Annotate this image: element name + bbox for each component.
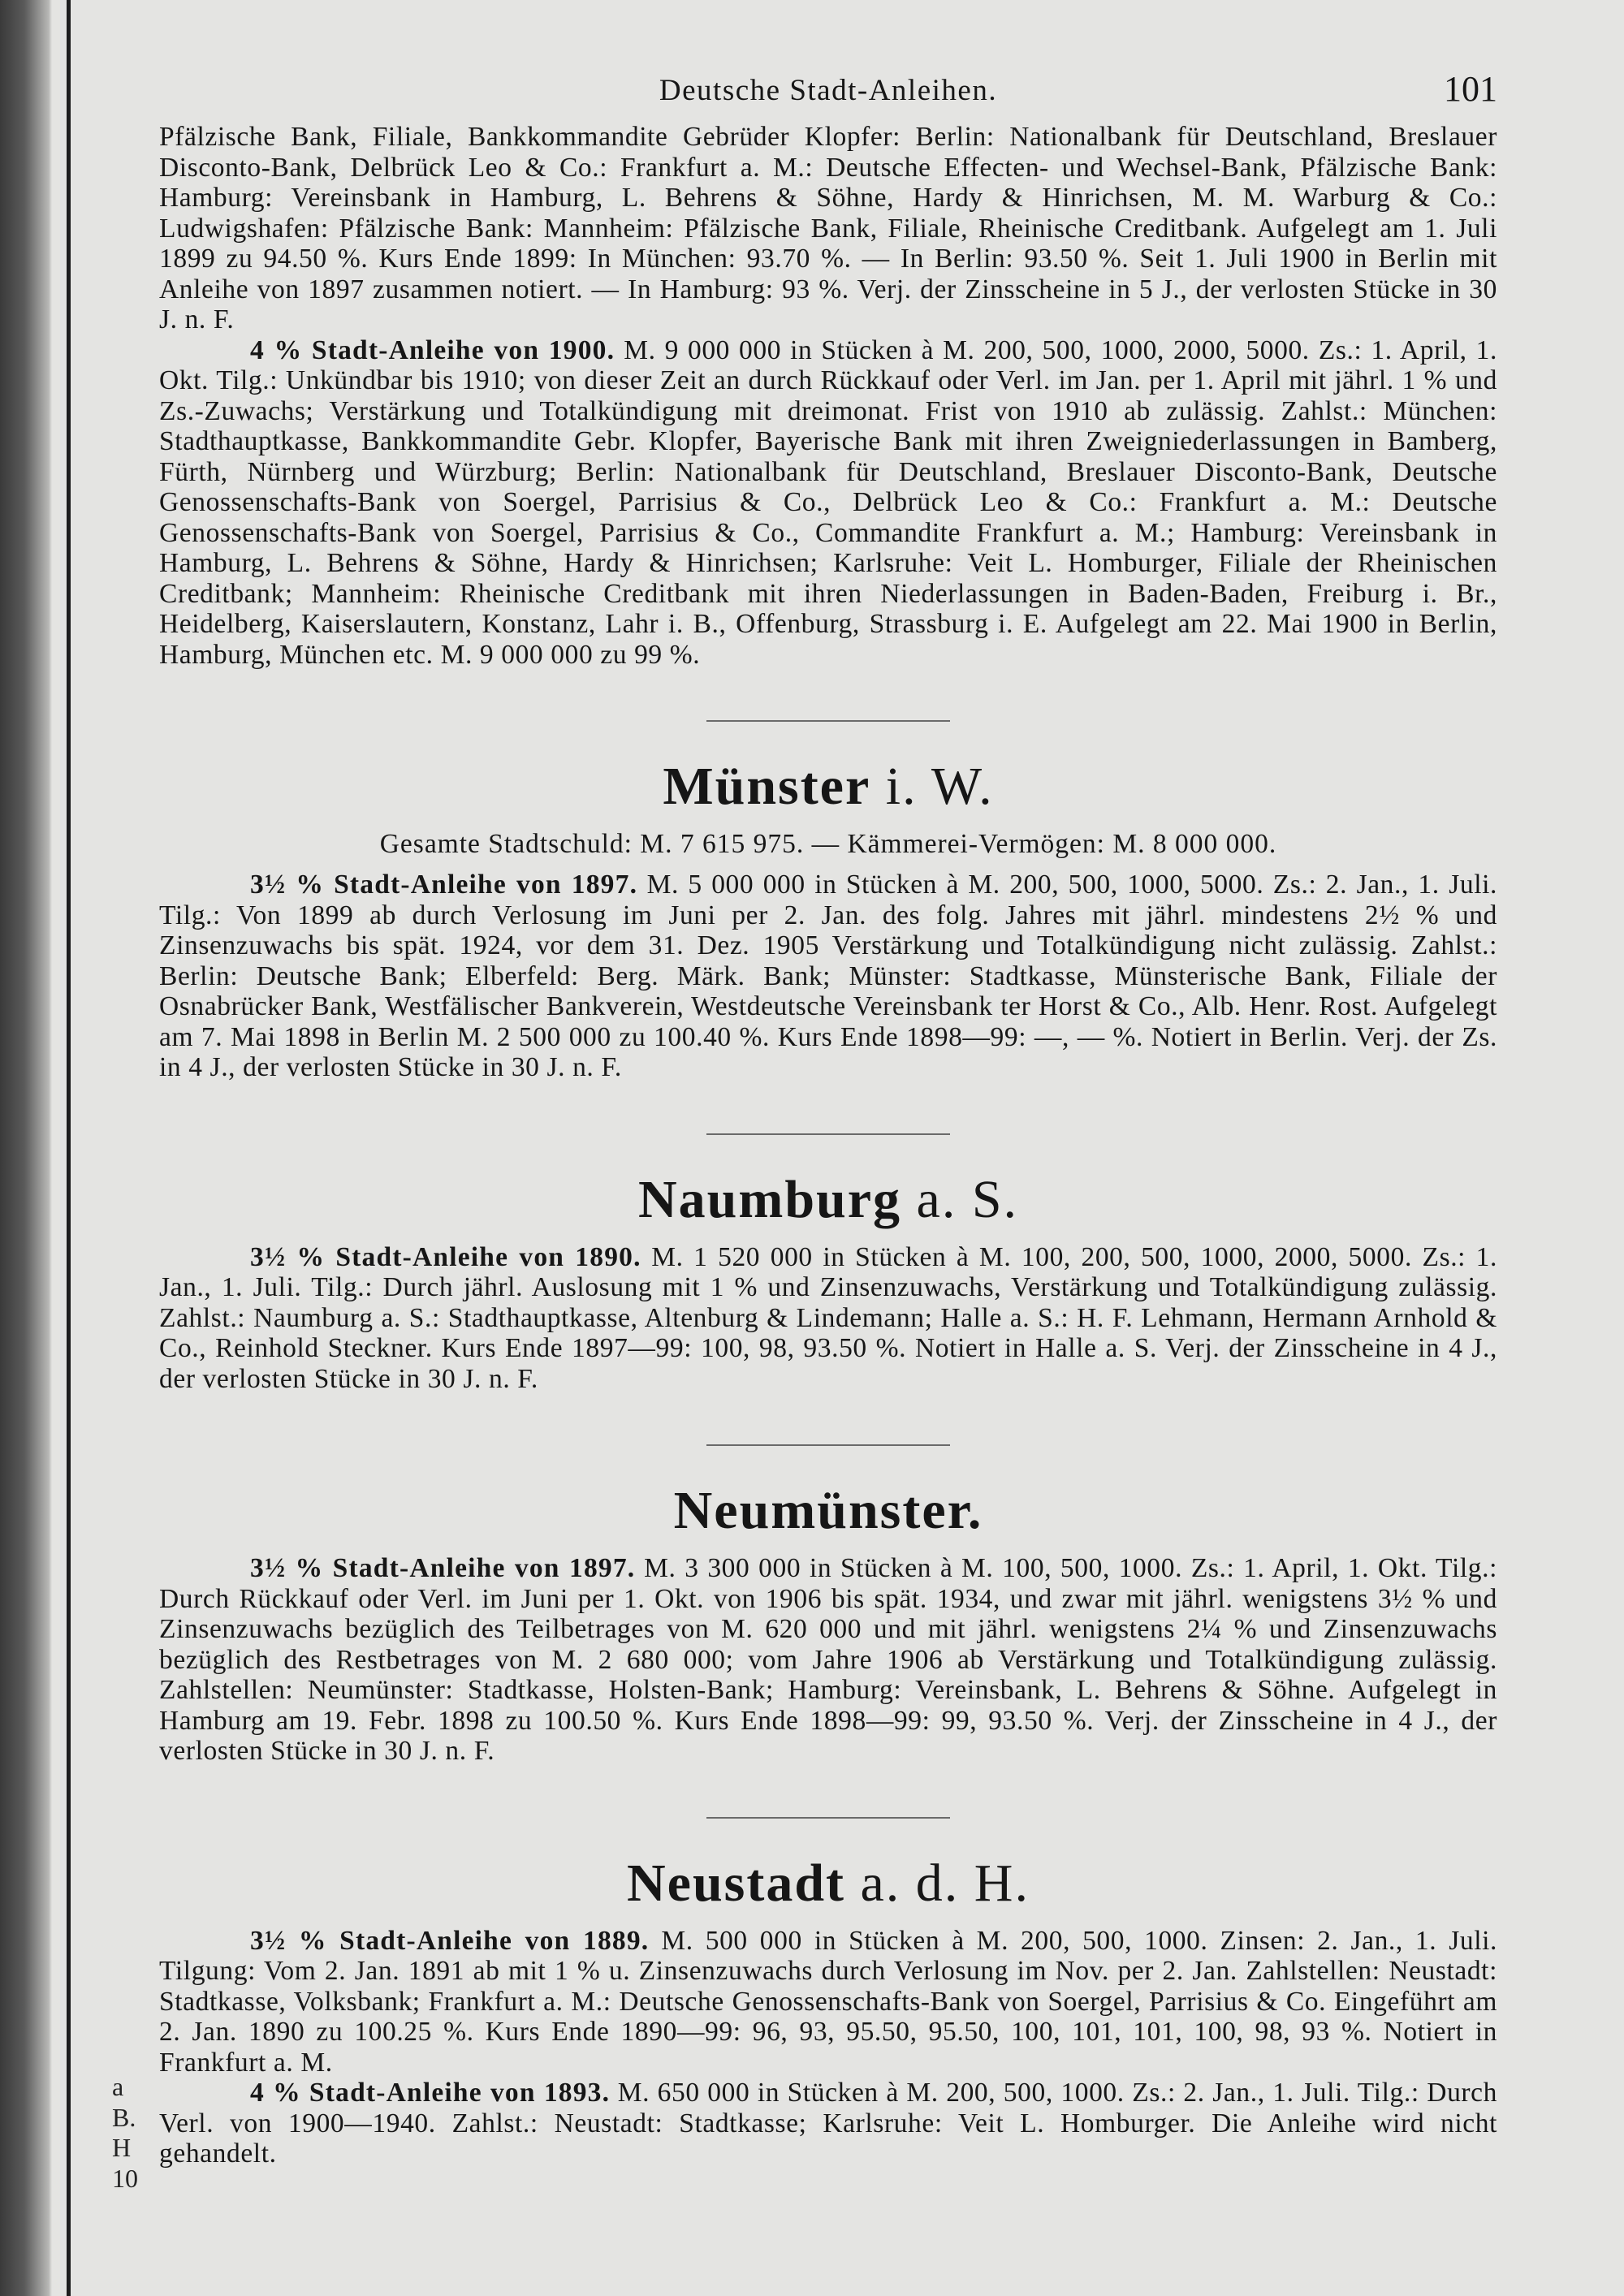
city-name: Münster [663,757,871,816]
bond-text: M. 500 000 in Stücken à M. 200, 500, 1000. Zinsen: 2. Jan., 1. Juli. Tilgung: Vom 2. Jan. 1891 ab mit 1 % u. Zinsenzuwachs durch Verlosung im Nov. per 2. Jan. Zahlstellen: Neustadt: Stadtkasse, Volksbank; Frankfurt a. M.: Deutsche Genossenschafts-Bank von Soergel, Parrisius & Co. Eingeführt am 2. Jan. 1890 zu 100.25 %. Kurs Ende 1890—99: 96, 93, 95.50, 95.50, 100, 101, 101, 100, 98, 93 %. Notiert in Frankfurt a. M. [159,1925,1497,2078]
running-title: Deutsche Stadt-Anleihen. [659,74,998,107]
bond-title: 4 % Stadt-Anleihe von 1900. [250,334,615,365]
city-heading-neustadt [159,1854,1497,1913]
bond-title: 4 % Stadt-Anleihe von 1893. [250,2078,611,2108]
section-divider [706,1133,950,1135]
city-name: Neustadt [627,1853,846,1913]
running-head [159,69,1497,122]
city-suffix: i. W. [870,757,994,816]
section-divider [706,720,950,722]
bond-entry [159,870,1497,1083]
bond-title: 3½ % Stadt-Anleihe von 1897. [250,1553,636,1583]
bond-title: 3½ % Stadt-Anleihe von 1890. [250,1241,641,1272]
bond-entry [159,2078,1497,2169]
bond-entry [159,335,1497,671]
binding-line [67,0,71,2296]
debt-summary: Gesamte Stadtschuld: M. 7 615 975. — Kämmerei-Vermögen: M. 8 000 000. [379,829,1277,859]
city-heading-neumuenster [159,1482,1497,1540]
bond-entry [159,1242,1497,1395]
bond-text: M. 9 000 000 in Stücken à M. 200, 500, 1000, 2000, 5000. Zs.: 1. April, 1. Okt. Tilg.: Unkündbar bis 1910; von dieser Zeit an durch Rückkauf oder Verl. im Jan. per 1. April mit jährl. 1 % und Zs.-Zuwachs; Verstärkung und Totalkündigung mit dreimonat. Frist von 1910 ab zulässig. Zahlst.: München: Stadthauptkasse, Bankkommandite Gebr. Klopfer, Bayerische Bank mit ihren Zweigniederlassungen in Bamberg, Fürth, Nürnberg und Würzburg; Berlin: Nationalbank für Deutschland, Breslauer Disconto-Bank, Deutsche Genossenschafts-Bank von Soergel, Parrisius & Co., Delbrück Leo & Co.: Frankfurt a. M.: Deutsche Genossenschafts-Bank von Soergel, Parrisius & Co., Commandite Frankfurt a. M.; Hamburg: Vereinsbank in Hamburg, L. Behrens & Söhne, Hardy & Hinrichsen; Karlsruhe: Veit L. Homburger, Filiale der Rheinischen Creditbank; Mannheim: Rheinische Creditbank mit ihren Niederlassungen in Baden-Baden, Freiburg i. Br., Heidelberg, Kaiserslautern, Konstanz, Lahr i. B., Offenburg, Strassburg i. E. Aufgelegt am 22. Mai 1900 in Berlin, Hamburg, München etc. M. 9 000 000 zu 99 %. [159,334,1497,670]
scan-edge-shadow [0,0,52,2296]
city-suffix: a. d. H. [845,1853,1030,1913]
bond-title: 3½ % Stadt-Anleihe von 1897. [250,870,638,900]
city-heading-naumburg [159,1171,1497,1229]
continuation-paragraph: Pfälzische Bank, Filiale, Bankkommandite Gebrüder Klopfer: Berlin: Nationalbank für Deutschland, Breslauer Disconto-Bank, Delbrück Leo & Co.: Frankfurt a. M.: Deutsche Effecten- und Wechsel-Bank, Pfälzische Bank: Hamburg: Vereinsbank in Hamburg, L. Behrens & Söhne, Hardy & Hinrichsen, M. M. Warburg & Co.: Ludwigshafen: Pfälzische Bank: Mannheim: Pfälzische Bank, Filiale, Rheinische Creditbank. Aufgelegt am 1. Juli 1899 zu 94.50 %. Kurs Ende 1899: In München: 93.70 %. — In Berlin: 93.50 %. Seit 1. Juli 1900 in Berlin mit Anleihe von 1897 zusammen notiert. — In Hamburg: 93 %. Verj. der Zinsscheine in 5 J., der verlosten Stücke in 30 J. n. F. [159,122,1497,334]
bond-text: M. 1 520 000 in Stücken à M. 100, 200, 500, 1000, 2000, 5000. Zs.: 1. Jan., 1. Juli. Tilg.: Durch jährl. Auslosung mit 1 % und Zinsenzuwachs, Verstärkung und Totalkündigung zulässig. Zahlst.: Naumburg a. S.: Stadthauptkasse, Altenburg & Lindemann; Halle a. S.: H. F. Lehmann, Hermann Arnhold & Co., Reinhold Steckner. Kurs Ende 1897—99: 100, 98, 93.50 %. Notiert in Halle a. S. Verj. der Zinsscheine in 4 J., der verlosten Stücke in 30 J. n. F. [159,1241,1497,1394]
bond-entry [159,1926,1497,2078]
page-number: 101 [1444,69,1497,109]
section-divider [706,1817,950,1819]
margin-notes [112,2072,161,2194]
city-name: Neumünster. [673,1481,983,1540]
margin-note: H [112,2133,132,2162]
page-content [159,69,1497,2169]
bond-title: 3½ % Stadt-Anleihe von 1889. [250,1925,650,1956]
bond-entry [159,1553,1497,1767]
margin-note: B. [112,2102,136,2132]
margin-note: a [112,2072,124,2101]
bond-text: M. 3 300 000 in Stücken à M. 100, 500, 1000. Zs.: 1. April, 1. Okt. Tilg.: Durch Rückkauf oder Verl. im Juni per 1. Okt. von 1906 bis spät. 1934, und zwar mit jährl. wenigstens 3½ % und Zinsenzuwachs bezüglich des Teilbetrages von M. 620 000 und mit jährl. wenigstens 2¼ % und Zinsenzuwachs bezüglich des Restbetrages von M. 2 680 000; vom Jahre 1906 ab Verstärkung und Totalkündigung zulässig. Zahlstellen: Neumünster: Stadtkasse, Holsten-Bank; Hamburg: Vereinsbank, L. Behrens & Söhne. Aufgelegt in Hamburg am 19. Febr. 1898 zu 100.50 %. Kurs Ende 1898—99: 99, 93.50 %. Verj. der Zinsscheine in 4 J., der verlosten Stücke in 30 J. n. F. [159,1553,1497,1766]
bond-text: M. 650 000 in Stücken à M. 200, 500, 1000. Zs.: 2. Jan., 1. Juli. Tilg.: Durch Verl. von 1900—1940. Zahlst.: Neustadt: Stadtkasse; Karlsruhe: Veit L. Homburger. Die Anleihe wird nicht gehandelt. [159,2078,1497,2169]
city-heading-muenster [159,757,1497,816]
margin-note: 10 [112,2163,138,2193]
bond-text: M. 5 000 000 in Stücken à M. 200, 500, 1000, 5000. Zs.: 2. Jan., 1. Juli. Tilg.: Von 1899 ab durch Verlosung im Juni per 2. Jan. des folg. Jahres mit jährl. mindestens 2½ % und Zinsenzuwachs bis spät. 1924, vor dem 31. Dez. 1905 Verstärkung und Totalkündigung nicht zulässig. Zahlst.: Berlin: Deutsche Bank; Elberfeld: Berg. Märk. Bank; Münster: Stadtkasse, Münsterische Bank, Filiale der Osnabrücker Bank, Westfälischer Bankverein, Westdeutsche Vereinsbank ter Horst & Co., Alb. Henr. Rost. Aufgelegt am 7. Mai 1898 in Berlin M. 2 500 000 zu 100.40 %. Kurs Ende 1898—99: —, — %. Notiert in Berlin. Verj. der Zs. in 4 J., der verlosten Stücke in 30 J. n. F. [159,870,1497,1082]
city-name: Naumburg [637,1169,902,1229]
section-divider [706,1444,950,1446]
city-suffix: a. S. [901,1169,1019,1229]
